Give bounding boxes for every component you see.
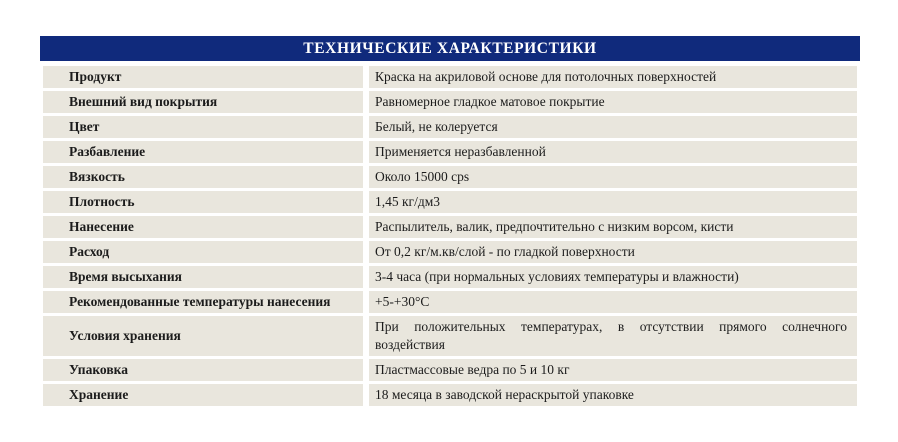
- spec-table: [40, 36, 860, 409]
- row-label: Условия хранения: [43, 316, 363, 356]
- row-label: Рекомендованные температуры нанесения: [43, 291, 363, 313]
- row-value: От 0,2 кг/м.кв/слой - по гладкой поверхности: [369, 241, 857, 263]
- row-value: 18 месяца в заводской нераскрытой упаковке: [369, 384, 857, 406]
- row-value: Около 15000 cps: [369, 166, 857, 188]
- row-value: Пластмассовые ведра по 5 и 10 кг: [369, 359, 857, 381]
- table-title-bar: [40, 36, 860, 61]
- row-value: +5-+30°C: [369, 291, 857, 313]
- table-row: [43, 66, 857, 88]
- row-value: 3-4 часа (при нормальных условиях температуры и влажности): [369, 266, 857, 288]
- row-label: Разбавление: [43, 141, 363, 163]
- row-label: Время высыхания: [43, 266, 363, 288]
- row-value: Белый, не колеруется: [369, 116, 857, 138]
- row-value: Применяется неразбавленной: [369, 141, 857, 163]
- table-row: [43, 316, 857, 356]
- table-row: [43, 191, 857, 213]
- row-label: Нанесение: [43, 216, 363, 238]
- row-label: Вязкость: [43, 166, 363, 188]
- table-title: ТЕХНИЧЕСКИЕ ХАРАКТЕРИСТИКИ: [303, 39, 597, 57]
- table-row: [43, 116, 857, 138]
- table-row: [43, 266, 857, 288]
- row-value: Краска на акриловой основе для потолочных поверхностей: [369, 66, 857, 88]
- row-label: Расход: [43, 241, 363, 263]
- row-value: При положительных температурах, в отсутствии прямого солнечного воздействия: [369, 316, 857, 356]
- table-row: [43, 166, 857, 188]
- row-value: 1,45 кг/дм3: [369, 191, 857, 213]
- row-value: Распылитель, валик, предпочтительно с низким ворсом, кисти: [369, 216, 857, 238]
- row-value: Равномерное гладкое матовое покрытие: [369, 91, 857, 113]
- spec-table-body: [43, 66, 857, 406]
- row-label: Внешний вид покрытия: [43, 91, 363, 113]
- table-row: [43, 384, 857, 406]
- row-label: Упаковка: [43, 359, 363, 381]
- table-row: [43, 241, 857, 263]
- row-label: Плотность: [43, 191, 363, 213]
- table-row: [43, 359, 857, 381]
- table-row: [43, 216, 857, 238]
- table-row: [43, 291, 857, 313]
- row-label: Продукт: [43, 66, 363, 88]
- table-row: [43, 141, 857, 163]
- row-label: Хранение: [43, 384, 363, 406]
- table-row: [43, 91, 857, 113]
- row-label: Цвет: [43, 116, 363, 138]
